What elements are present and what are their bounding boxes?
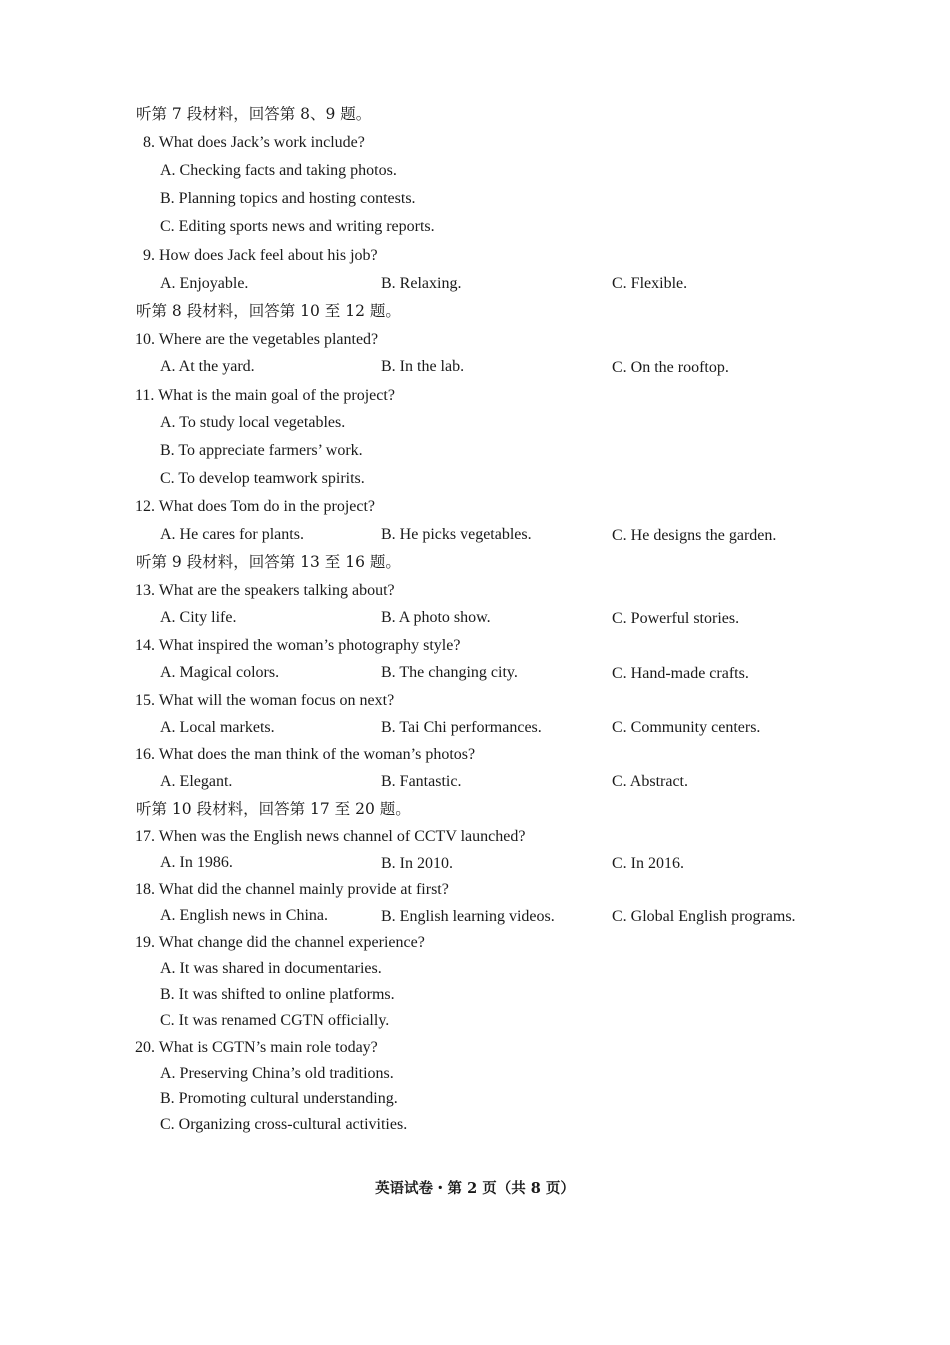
question-stem: 10. Where are the vegetables planted? (135, 331, 379, 348)
question-stem: 17. When was the English news channel of CCTV launched? (135, 828, 526, 845)
option-c: C. He designs the garden. (612, 527, 777, 544)
option-b: B. Promoting cultural understanding. (160, 1090, 398, 1107)
option-a: A. He cares for plants. (160, 526, 304, 543)
option-a: A. Local markets. (160, 719, 275, 736)
question-stem: 11. What is the main goal of the project? (135, 387, 395, 404)
section-heading: 听第 10 段材料，回答第 17 至 20 题。 (136, 800, 411, 818)
question-stem: 16. What does the man think of the woman’s photos? (135, 746, 476, 763)
option-b: B. In the lab. (381, 358, 465, 375)
option-a: A. Preserving China’s old traditions. (160, 1065, 394, 1082)
option-a: A. Checking facts and taking photos. (160, 162, 397, 179)
option-c: C. Editing sports news and writing reports. (160, 218, 435, 235)
option-b: B. English learning videos. (381, 908, 555, 925)
option-c: C. To develop teamwork spirits. (160, 470, 365, 487)
question-stem: 8. What does Jack’s work include? (143, 134, 365, 151)
option-c: C. In 2016. (612, 855, 684, 872)
option-a: A. At the yard. (160, 358, 255, 375)
page-footer: 英语试卷・第 2 页（共 8 页） (375, 1180, 575, 1197)
option-b: B. The changing city. (381, 664, 518, 681)
option-a: A. In 1986. (160, 854, 233, 871)
option-b: B. Planning topics and hosting contests. (160, 190, 416, 207)
option-b: B. A photo show. (381, 609, 491, 626)
section-heading: 听第 9 段材料，回答第 13 至 16 题。 (136, 553, 401, 571)
option-b: B. Fantastic. (381, 773, 462, 790)
option-a: A. City life. (160, 609, 237, 626)
question-stem: 12. What does Tom do in the project? (135, 498, 376, 515)
question-stem: 15. What will the woman focus on next? (135, 692, 395, 709)
option-c: C. Powerful stories. (612, 610, 740, 627)
option-a: A. To study local vegetables. (160, 414, 346, 431)
option-a: A. English news in China. (160, 907, 328, 924)
option-a: A. It was shared in documentaries. (160, 960, 382, 977)
option-c: C. On the rooftop. (612, 359, 729, 376)
option-b: B. It was shifted to online platforms. (160, 986, 395, 1003)
question-stem: 14. What inspired the woman’s photography style? (135, 637, 461, 654)
option-b: B. Tai Chi performances. (381, 719, 542, 736)
option-b: B. Relaxing. (381, 275, 462, 292)
option-c: C. It was renamed CGTN officially. (160, 1012, 390, 1029)
question-stem: 9. How does Jack feel about his job? (143, 247, 378, 264)
option-a: A. Magical colors. (160, 664, 280, 681)
option-b: B. He picks vegetables. (381, 526, 532, 543)
section-heading: 听第 7 段材料，回答第 8、9 题。 (136, 105, 372, 123)
option-c: C. Global English programs. (612, 908, 796, 925)
option-a: A. Enjoyable. (160, 275, 249, 292)
option-b: B. To appreciate farmers’ work. (160, 442, 363, 459)
question-stem: 19. What change did the channel experience? (135, 934, 425, 951)
option-c: C. Community centers. (612, 719, 761, 736)
option-b: B. In 2010. (381, 855, 453, 872)
option-c: C. Flexible. (612, 275, 688, 292)
option-c: C. Hand-made crafts. (612, 665, 749, 682)
section-heading: 听第 8 段材料，回答第 10 至 12 题。 (136, 302, 401, 320)
option-a: A. Elegant. (160, 773, 233, 790)
option-c: C. Abstract. (612, 773, 688, 790)
question-stem: 20. What is CGTN’s main role today? (135, 1039, 378, 1056)
question-stem: 13. What are the speakers talking about? (135, 582, 395, 599)
option-c: C. Organizing cross-cultural activities. (160, 1116, 408, 1133)
question-stem: 18. What did the channel mainly provide at first? (135, 881, 449, 898)
